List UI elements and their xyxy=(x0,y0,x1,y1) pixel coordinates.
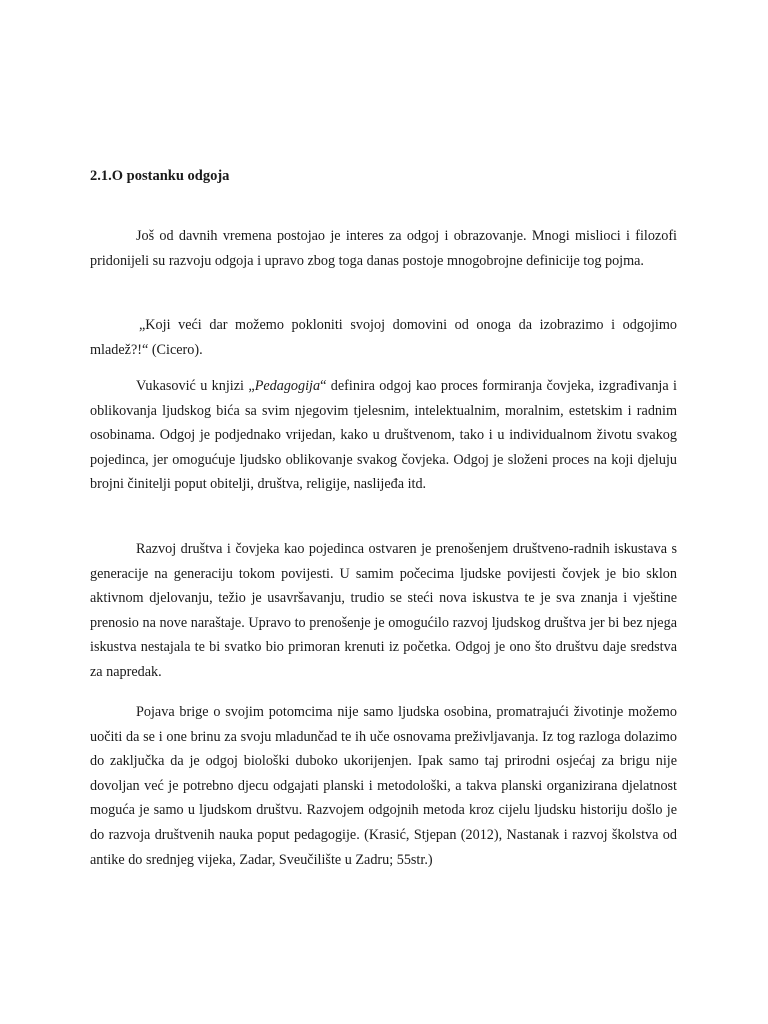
paragraph-intro: Još od davnih vremena postojao je interes za odgoj i obrazovanje. Mnogi mislioci i filozofi pridonijeli su razvoju odgoja i upravo zbog toga danas postoje mnogobrojne definicije tog pojma. xyxy=(90,228,677,269)
paragraph-society-development: Razvoj društva i čovjeka kao pojedinca ostvaren je prenošenjem društveno-radnih iskustava s generacije na generaciju tokom povijesti. U samim počecima ljudske povijesti čovjek je bio sklon aktivnom djelovanju, težio je usavršavanju, trudio se steći nova iskustva te je sva znanja i vještine prenosio na nove naraštaje. Upravo to prenošenje je omogućilo razvoj ljudskog društva jer bi bez njega iskustva nestajala te bi svatko bio primoran krenuti iz početka. Odgoj je ono što društvu daje sredstva za napredak. xyxy=(90,541,677,680)
book-title: Pedagogija xyxy=(254,378,321,394)
paragraph-cicero-quote: „Koji veći dar možemo pokloniti svojoj domovini od onoga da izobrazimo i odgojimo mladež?!“ (Cicero). xyxy=(90,317,677,358)
section-heading: 2.1.O postanku odgoja xyxy=(90,168,230,184)
paragraph-text-start: Vukasović u knjizi „ xyxy=(136,378,255,394)
paragraph-vukasovic-definition xyxy=(90,374,677,497)
paragraph-text-end: “ definira odgoj kao proces formiranja čovjeka, izgrađivanja i oblikovanja ljudskog bića sa svim njegovim tjelesnim, intelektualnim, moralnim, estetskim i radnim osobinama. Odgoj je podjednako vrijedan, kako u društvenom, tako i u individualnom životu svakog pojedinca, jer omogućuje ljudsko oblikovanje svakog čovjeka. Odgoj je složeni proces na koji djeluju brojni činitelji poput obitelji, društva, religije, naslijeđa itd. xyxy=(90,378,677,493)
paragraph-offspring-care: Pojava brige o svojim potomcima nije samo ljudska osobina, promatrajući životinje možemo uočiti da se i one brinu za svoju mladunčad te ih uče osnovama preživljavanja. Iz tog razloga dolazimo do zaključka da je odgoj biološki duboko ukorijenjen. Ipak samo taj prirodni osjećaj za brigu nije dovoljan već je potrebno djecu odgajati planski i metodološki, a takva planski organizirana djelatnost moguća je samo u ljudskom društvu. Razvojem odgojnih metoda kroz cijelu ljudsku historiju došlo je do razvoja društvenih nauka poput pedagogije. (Krasić, Stjepan (2012), Nastanak i razvoj školstva od antike do srednjeg vijeka, Zadar, Sveučilište u Zadru; 55str.) xyxy=(90,704,677,868)
